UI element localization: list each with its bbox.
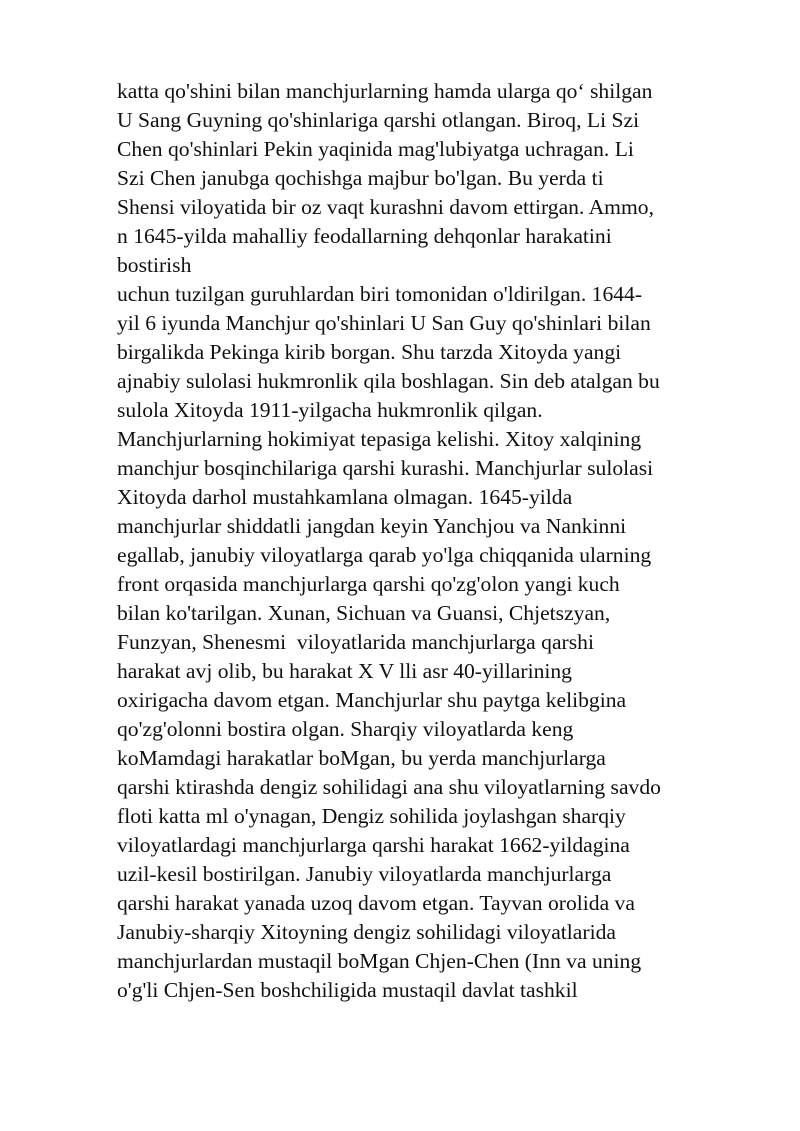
text-line: manchjurlar shiddatli jangdan keyin Yanchjou va Nankinni: [117, 514, 627, 538]
text-line: oxirigacha davom etgan. Manchjurlar shu paytga kelibgina: [117, 688, 627, 712]
text-line: uchun tuzilgan guruhlardan biri tomonidan o'ldirilgan. 1644-: [117, 282, 643, 306]
text-line: uzil-kesil bostirilgan. Janubiy viloyatlarda manchjurlarga: [117, 862, 612, 886]
text-line: Xitoyda darhol mustahkamlana olmagan. 1645-yilda: [117, 485, 573, 509]
text-line: Funzyan, Shenesmi viloyatlarida manchjurlarga qarshi: [117, 630, 594, 654]
text-line: Manchjurlarning hokimiyat tepasiga kelishi. Xitoy xalqining: [117, 427, 642, 451]
text-line: Janubiy-sharqiy Xitoyning dengiz sohilidagi viloyatlarida: [117, 920, 616, 944]
text-line: U Sang Guyning qo'shinlariga qarshi otlangan. Biroq, Li Szi: [117, 108, 640, 132]
text-line: bilan ko'tarilgan. Xunan, Sichuan va Guansi, Chjetszyan,: [117, 601, 611, 625]
text-line: Shensi viloyatida bir oz vaqt kurashni davom ettirgan. Ammo,: [117, 195, 654, 219]
text-line: manchjurlardan mustaqil boMgan Chjen-Chen (Inn va uning: [117, 949, 642, 973]
text-line: katta qo'shini bilan manchjurlarning hamda ularga qo‘ shilgan: [117, 79, 653, 103]
text-line: harakat avj olib, bu harakat X V lli asr 40-yillarining: [117, 659, 572, 683]
text-line: viloyatlardagi manchjurlarga qarshi harakat 1662-yildagina: [117, 833, 630, 857]
text-line: Szi Chen janubga qochishga majbur bo'lgan. Bu yerda ti: [117, 166, 604, 190]
text-line: manchjur bosqinchilariga qarshi kurashi. Manchjurlar sulolasi: [117, 456, 654, 480]
text-line: front orqasida manchjurlarga qarshi qo'zg'olon yangi kuch: [117, 572, 620, 596]
text-line: bostirish: [117, 253, 192, 277]
text-line: birgalikda Pekinga kirib borgan. Shu tarzda Xitoyda yangi: [117, 340, 622, 364]
text-line: egallab, janubiy viloyatlarga qarab yo'lga chiqqanida ularning: [117, 543, 652, 567]
body-text: [117, 77, 767, 1005]
text-line: qarshi harakat yanada uzoq davom etgan. Tayvan orolida va: [117, 891, 635, 915]
text-line: ajnabiy sulolasi hukmronlik qila boshlagan. Sin deb atalgan bu: [117, 369, 660, 393]
text-line: floti katta ml o'ynagan, Dengiz sohilida joylashgan sharqiy: [117, 804, 626, 828]
text-line: koMamdagi harakatlar boMgan, bu yerda manchjurlarga: [117, 746, 606, 770]
text-line: n 1645-yilda mahalliy feodallarning dehqonlar harakatini: [117, 224, 612, 248]
text-line: sulola Xitoyda 1911-yilgacha hukmronlik qilgan.: [117, 398, 543, 422]
text-line: Chen qo'shinlari Pekin yaqinida mag'lubiyatga uchragan. Li: [117, 137, 634, 161]
text-line: qo'zg'olonni bostira olgan. Sharqiy viloyatlarda keng: [117, 717, 574, 741]
text-line: o'g'li Chjen-Sen boshchiligida mustaqil davlat tashkil: [117, 978, 578, 1002]
text-line: yil 6 iyunda Manchjur qo'shinlari U San Guy qo'shinlari bilan: [117, 311, 651, 335]
text-line: qarshi ktirashda dengiz sohilidagi ana shu viloyatlarning savdo: [117, 775, 661, 799]
